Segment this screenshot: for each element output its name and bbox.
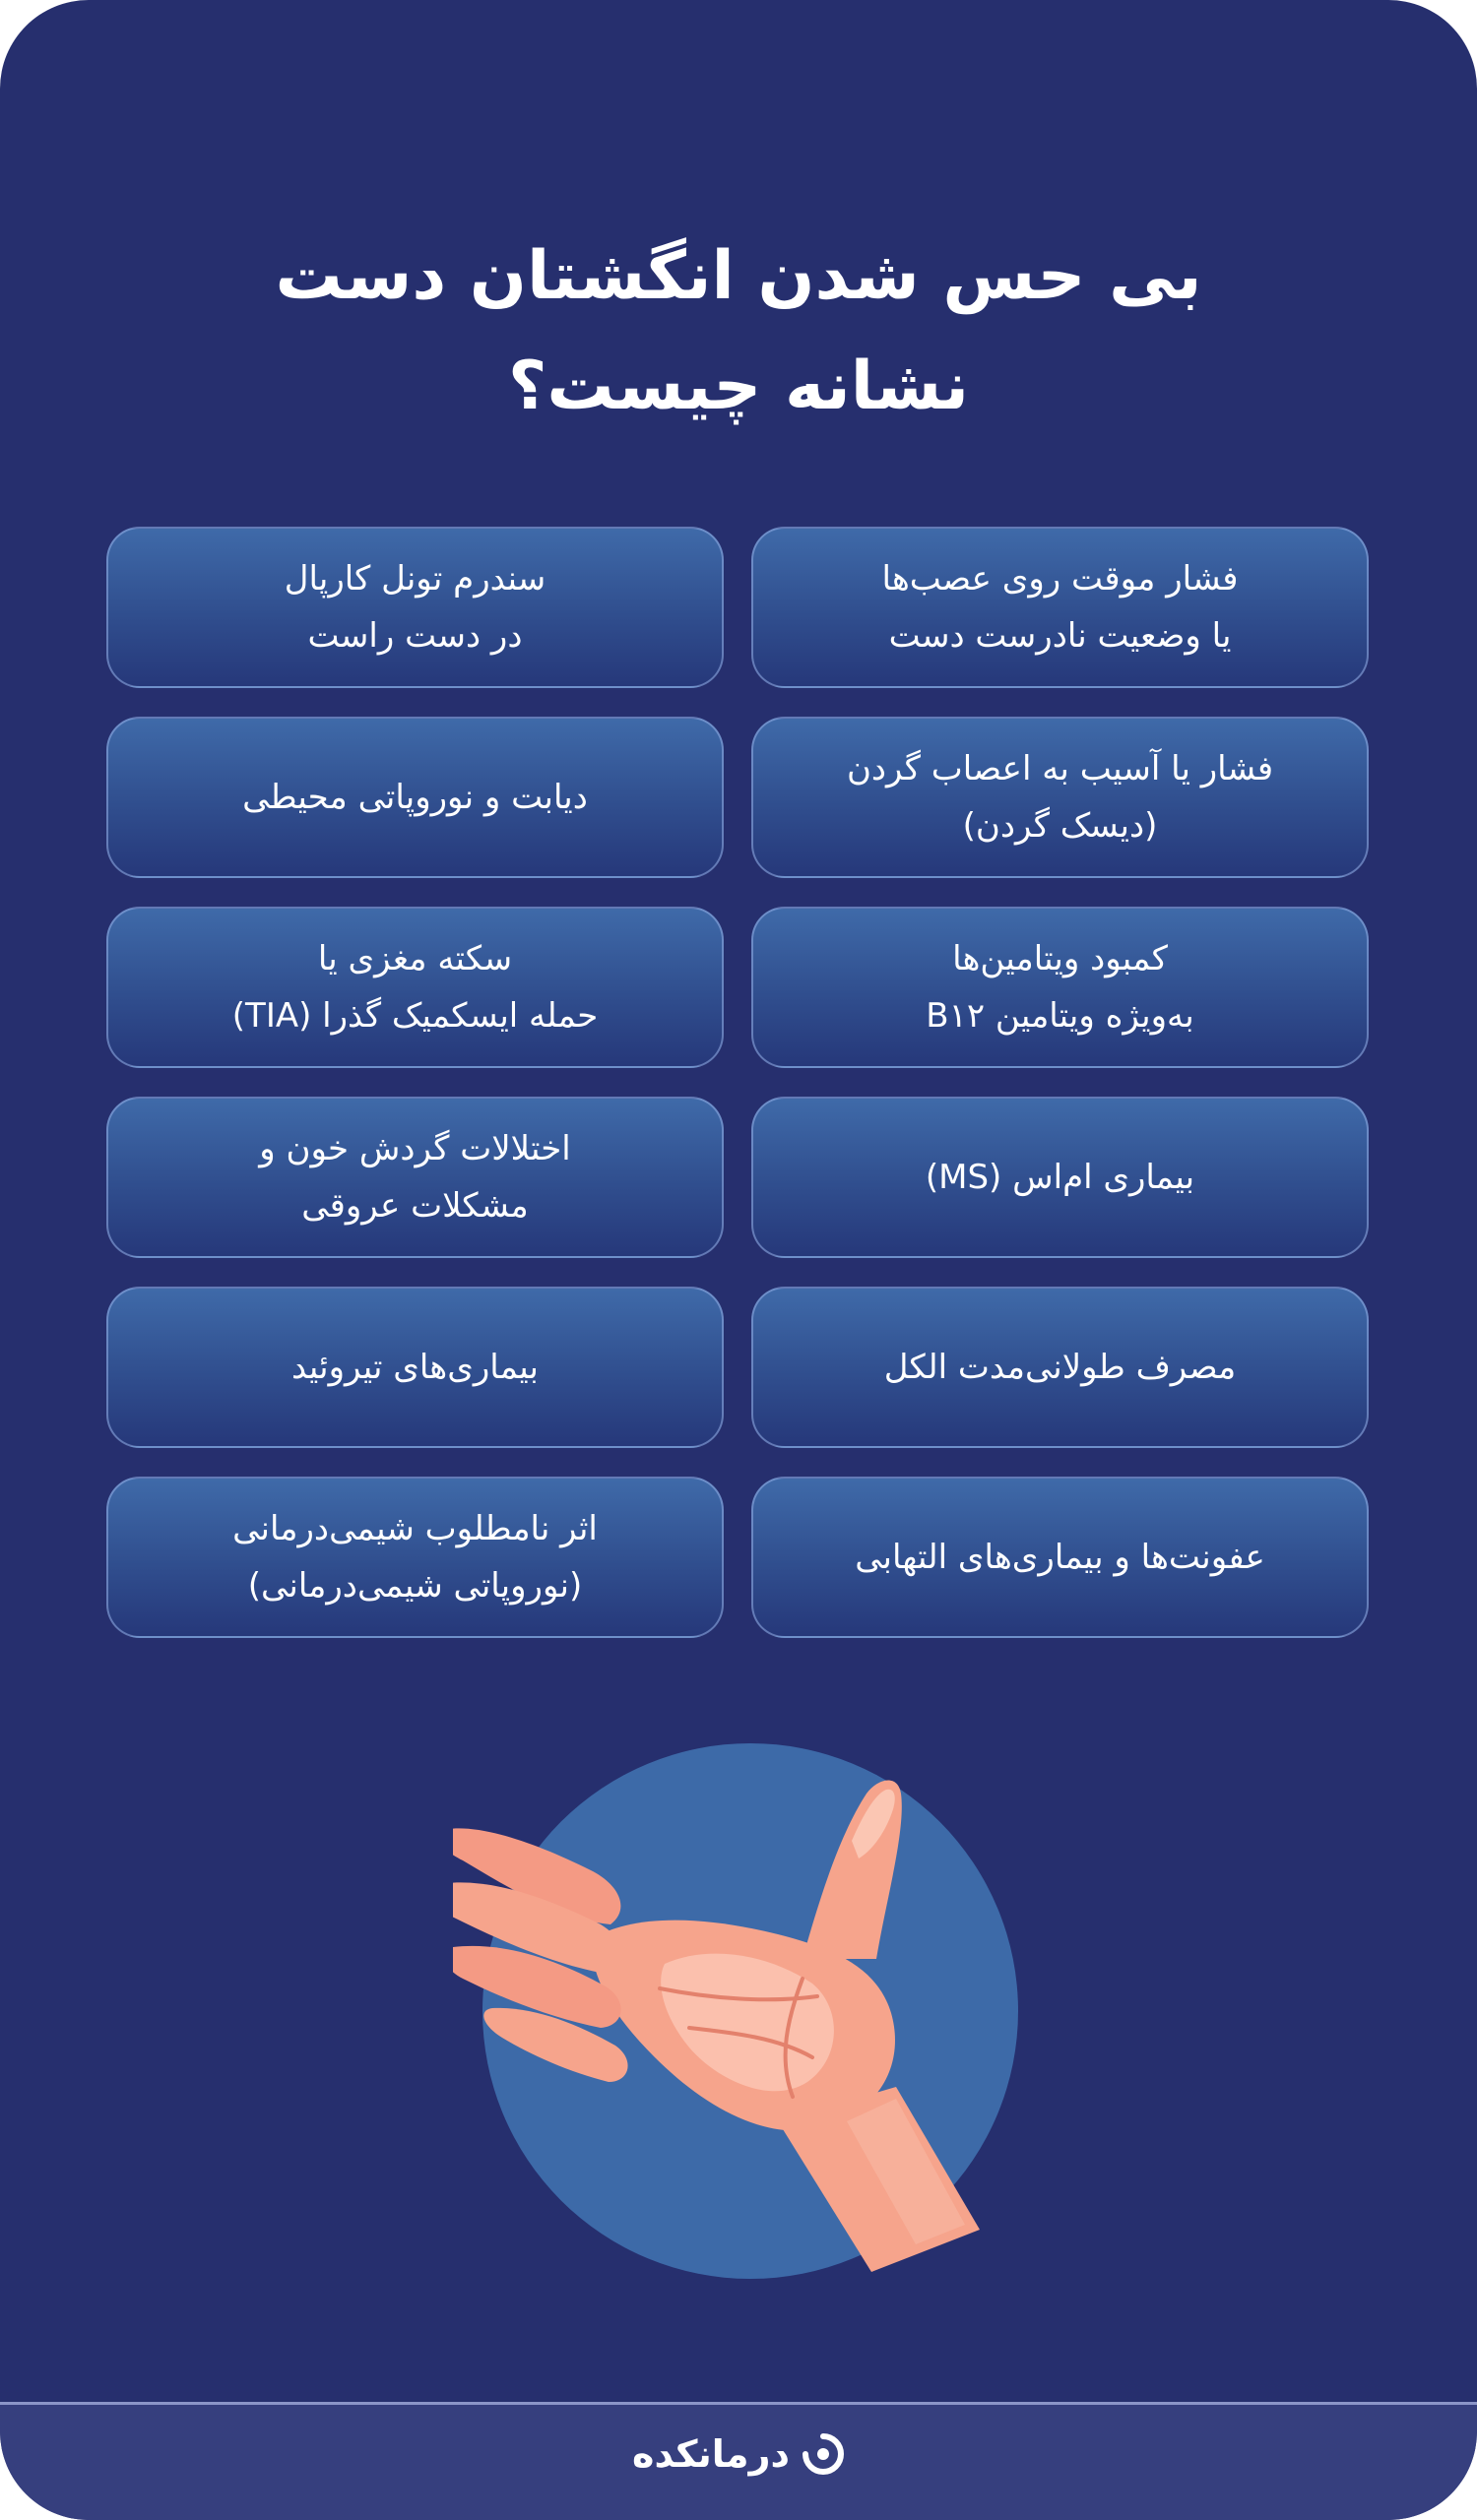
cause-line-1: بیماری ام‌اس (MS) [925,1158,1195,1197]
cause-box [106,907,724,1068]
cause-box [751,907,1369,1068]
cause-box [751,1287,1369,1448]
cause-box [751,527,1369,688]
cause-line-1: مصرف طولانی‌مدت الکل [883,1348,1237,1387]
cause-box [751,717,1369,878]
cause-line-2: مشکلات عروقی [301,1186,529,1226]
brand-name: درمانکده [632,2432,790,2476]
causes-grid [106,527,1369,1638]
cause-line-1: فشار موقت روی عصب‌ها [881,559,1239,598]
cause-box [106,527,724,688]
cause-box [106,1477,724,1638]
cause-box [751,1097,1369,1258]
hand-illustration [453,1732,1044,2284]
cause-line-2: حمله ایسکمیک گذرا (TIA) [231,996,599,1036]
cause-line-2: یا وضعیت نادرست دست [888,616,1232,656]
cause-box [106,1287,724,1448]
cause-box [751,1477,1369,1638]
cause-line-2: در دست راست [307,616,523,656]
cause-line-2: (دیسک گردن) [962,806,1158,846]
cause-line-1: دیابت و نوروپاتی محیطی [242,778,588,817]
title-line-2: نشانه چیست؟ [507,347,970,425]
cause-line-2: (نوروپاتی شیمی‌درمانی) [247,1566,583,1606]
cause-box [106,1097,724,1258]
cause-line-1: سکته مغزی یا [317,939,513,978]
title-line-1: بی حس شدن انگشتان دست [275,237,1202,315]
cause-line-1: اختلالات گردش خون و [259,1129,571,1168]
cause-box [106,717,724,878]
cause-line-2: به‌ویژه ویتامین B۱۲ [926,996,1194,1036]
cause-line-1: فشار یا آسیب به اعصاب گردن [846,749,1274,788]
logo-icon [802,2432,845,2476]
cause-line-1: اثر نامطلوب شیمی‌درمانی [232,1509,598,1548]
cause-line-1: کمبود ویتامین‌ها [952,939,1168,978]
brand-logo[interactable] [0,2432,1477,2476]
cause-line-1: عفونت‌ها و بیماری‌های التهابی [855,1538,1265,1577]
cause-line-1: بیماری‌های تیروئید [291,1348,539,1387]
cause-line-1: سندرم تونل کارپال [284,559,546,598]
page-title [0,221,1477,442]
footer [0,2402,1477,2520]
